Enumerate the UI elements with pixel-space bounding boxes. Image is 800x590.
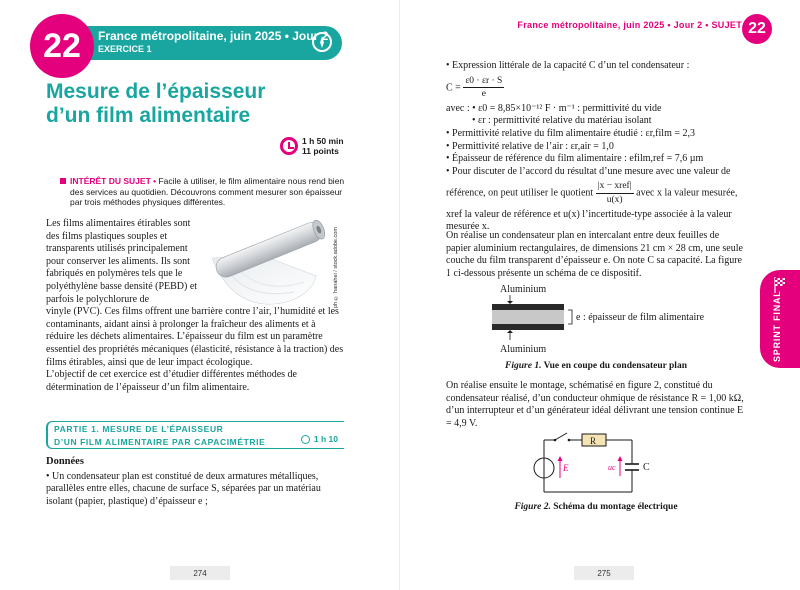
square-bullet-icon xyxy=(60,178,66,184)
fig1-top-arrowhead xyxy=(507,301,513,304)
fig2-C-label: C xyxy=(643,462,650,473)
right-header xyxy=(517,20,742,30)
quotient-denominator: u(x) xyxy=(606,194,623,205)
part-duration xyxy=(301,434,338,444)
interet-du-sujet xyxy=(70,176,350,208)
figure-2-caption xyxy=(446,502,746,512)
formula-fraction xyxy=(463,75,504,101)
food-film-roll-photo xyxy=(204,218,332,310)
fig1-top-label: Aluminium xyxy=(500,284,547,295)
perm-film: • Permittivité relative du film alimentaire étudié : εr,film = 2,3 xyxy=(446,127,695,139)
formula-lhs: C = xyxy=(446,81,461,93)
paragraph-1: On réalise un condensateur plan en intercalant entre deux feuilles de papier aluminium rectangulaires, de dimensions 21 cm × 28 cm, une seule couche du film transparent d’épaisseur e. On note C sa capacité. La figure 1 ci-dessous présente un schéma de ce dispositif. xyxy=(446,230,743,279)
fig2-R-label: R xyxy=(590,436,597,446)
capacity-formula xyxy=(446,75,746,101)
switch-contact-right xyxy=(568,439,571,442)
fig1-top-plate xyxy=(492,304,564,310)
fig1-bottom-arrowhead xyxy=(507,330,513,333)
subject-number-badge: 22 xyxy=(742,14,772,44)
formula-denominator: e xyxy=(481,89,486,100)
points: 11 points xyxy=(302,146,339,156)
capacity-data xyxy=(446,60,746,234)
title-line-2: d’un film alimentaire xyxy=(46,104,251,127)
duration-block xyxy=(280,136,344,156)
sujet-label: SUJET xyxy=(708,20,742,30)
page-title xyxy=(46,80,346,128)
epaisseur-ref: • Épaisseur de référence du film alimentaire : efilm,ref = 7,6 µm xyxy=(446,153,704,165)
photo-credit: ph © hanahei / stock.adobe.com xyxy=(333,227,339,308)
fig2-caption-number: Figure 2. xyxy=(514,502,551,512)
header-bar xyxy=(72,26,342,60)
sprint-final-label: SPRINT FINAL xyxy=(772,290,782,362)
subject-number-badge: 22 xyxy=(30,14,94,78)
sprint-final-tab xyxy=(760,270,800,368)
discuss-2a: référence, on peut utiliser le quotient xyxy=(446,187,594,199)
part-1-heading xyxy=(46,421,344,449)
switch-lever xyxy=(555,433,567,440)
exercise-label: EXERCICE 1 xyxy=(98,44,152,54)
part-title-line-1: PARTIE 1. MESURE DE L’ÉPAISSEUR xyxy=(54,424,224,434)
perm-air: • Permittivité relative de l’air : εr,air = 1,0 xyxy=(446,140,614,152)
fig1-bottom-label: Aluminium xyxy=(500,344,547,355)
intro-narrow-text: Les films alimentaires étirables sont des films plastiques souples et transparents utilisés principalement pour conserver les aliments. Ils sont fabriqués en polymères tels que le polyéthylène basse densité (PEBD) et parfois le polychlorure de xyxy=(46,218,198,305)
fig2-caption-text: Schéma du montage électrique xyxy=(550,502,678,512)
interet-label: INTÉRÊT DU SUJET • xyxy=(70,176,157,186)
part-time-text: 1 h 10 xyxy=(313,434,338,444)
part-title-line-2: D’UN FILM ALIMENTAIRE PAR CAPACIMÉTRIE xyxy=(54,437,266,447)
interet-text: Facile à utiliser, le film alimentaire nous rend bien des services au quotidien. Découvrons comment mesurer son épaisseur par trois méthodes physiques différentes. xyxy=(70,176,345,207)
donnees-text: • Un condensateur plan est constitué de deux armatures métalliques, parallèles entre elles, chacune de surface S, séparées par un matériau isolant (papier, plastique) d’épaisseur e ; xyxy=(46,470,321,507)
page-number: 275 xyxy=(574,566,634,580)
donnees-title: Données xyxy=(46,456,84,467)
duration: 1 h 50 min xyxy=(302,136,344,146)
expression-intro: • Expression littérale de la capacité C d’un tel condensateur : xyxy=(446,60,690,71)
intro-objective: L’objectif de cet exercice est d’étudier différentes méthodes de détermination de l’épaisseur d’un film alimentaire. xyxy=(46,369,297,393)
right-header-text: France métropolitaine, juin 2025 • Jour 2 • xyxy=(517,20,709,30)
fig1-brace xyxy=(568,310,572,324)
fig1-caption-number: Figure 1. xyxy=(505,361,542,371)
compass-icon xyxy=(312,32,332,52)
fig2-E-label: E xyxy=(563,463,569,473)
paragraph-2: On réalise ensuite le montage, schématisé en figure 2, constitué du condensateur réalisé, d’un conducteur ohmique de résistance R = 1,00 kΩ, d’un interrupteur et d’un générateur idéal délivrant une tension continue E = 4,9 V. xyxy=(446,380,744,429)
clock-icon xyxy=(301,435,310,444)
right-page xyxy=(400,0,800,590)
fig2-uc-label: uc xyxy=(608,463,616,472)
figure-1-diagram xyxy=(480,282,740,358)
fig1-side-label: e : épaisseur de film alimentaire xyxy=(576,312,705,323)
avec-line-2: • εr : permittivité relative du matériau isolant xyxy=(472,115,652,127)
title-line-1: Mesure de l’épaisseur xyxy=(46,80,266,103)
page-number: 274 xyxy=(170,566,230,580)
donnees-section xyxy=(46,456,346,508)
intro-wide-text: vinyle (PVC). Ces films offrent une barrière contre l’air, l’humidité et les contaminants, aidant ainsi à prolonger la fraîcheur des aliments et à réduire les déchets alimentaires. L’épaisseur du film est un paramètre essentiel des propriétés mécaniques (élasticité, résistance à la traction) des films étirables, ainsi que de leur impact écologique. xyxy=(46,306,344,368)
discuss-2b: avec x la valeur mesurée, xyxy=(636,187,738,199)
fig1-film-layer xyxy=(492,310,564,324)
quotient-numerator: |x − xref| xyxy=(596,180,634,194)
fig1-bottom-plate xyxy=(492,324,564,330)
figure-1-caption xyxy=(446,361,746,371)
avec-line: avec : • ε0 = 8,85×10⁻¹² F · m⁻¹ : permittivité du vide xyxy=(446,102,662,114)
header-title: France métropolitaine, juin 2025 • Jour 2 xyxy=(98,29,329,43)
discuss-line-2 xyxy=(446,180,746,206)
quotient-fraction xyxy=(596,180,634,206)
formula-numerator: ε0 · εr · S xyxy=(463,75,504,89)
discuss-line-1: • Pour discuter de l’accord du résultat d’une mesure avec une valeur de xyxy=(446,165,731,177)
figure-2-circuit xyxy=(530,428,670,498)
discuss-line-3: xref la valeur de référence et u(x) l’incertitude-type associée à la valeur mesurée x. xyxy=(446,208,732,233)
fig1-caption-text: Vue en coupe du condensateur plan xyxy=(541,361,687,371)
clock-icon xyxy=(280,137,298,155)
